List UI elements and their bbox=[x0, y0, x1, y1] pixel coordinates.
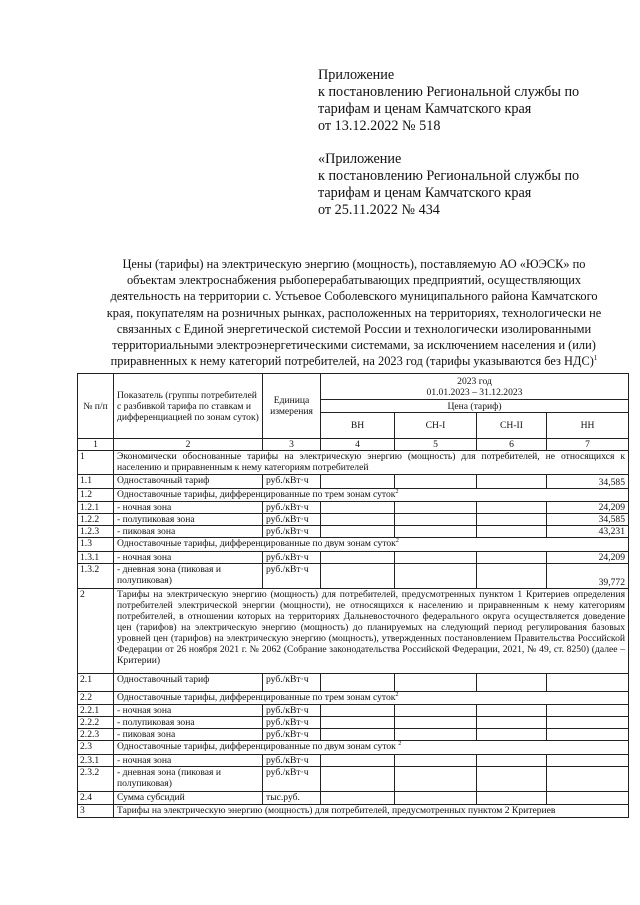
appendix-line: к постановлению Региональной службы по bbox=[318, 84, 580, 100]
row-unit: руб./кВт·ч bbox=[263, 755, 321, 767]
row-section: Тарифы на электрическую энергию (мощность) для потребителей, предусмотренных пунктом 1 Критериев определения потребителей электрической энергии (мощности), не относящихся к населению и приравненным к нему категориям потребителей, в отношении которых на территориях Дальневосточного федерального округа осуществляется доведение цен (тарифов) на электрическую энергию (мощность) до планируемых на следующий период регулирования базовых уровней цен (тарифов) на электрическую энергию (мощность), утвержденных постановлением Правительства Российской Федерации от 26 ноября 2021 г. № 2062 (Собрание законодательства Российской Федерации, 2021, № 49, ст. 8250) (далее – Критерии) bbox=[114, 589, 629, 674]
value-nn: 34,585 bbox=[547, 475, 629, 489]
appendix-line: «Приложение bbox=[318, 151, 402, 167]
header-number: № п/п bbox=[78, 374, 114, 439]
row-indicator: - ночная зона bbox=[114, 705, 263, 717]
row-number: 2.2.3 bbox=[78, 729, 114, 741]
row-indicator: - пиковая зона bbox=[114, 729, 263, 741]
footnote-marker: 2 bbox=[395, 691, 399, 698]
title-line: территориальными электроэнергетическими системами, за исключением населения и (или) bbox=[112, 338, 596, 353]
col-index: 2 bbox=[114, 439, 263, 451]
row-section-text: Одноставочные тарифы, дифференцированные по двум зонам суток bbox=[117, 538, 396, 549]
col-index: 1 bbox=[78, 439, 114, 451]
row-section: Тарифы на электрическую энергию (мощность) для потребителей, предусмотренных пунктом 2 Критериев bbox=[114, 805, 629, 818]
table-row bbox=[78, 538, 629, 552]
table-row bbox=[78, 705, 629, 717]
row-indicator: - ночная зона bbox=[114, 552, 263, 564]
row-indicator: - ночная зона bbox=[114, 502, 263, 514]
table-row bbox=[78, 741, 629, 755]
table-row bbox=[78, 792, 629, 805]
row-indicator: - дневная зона (пиковая и полупиковая) bbox=[114, 767, 263, 792]
row-unit: руб./кВт·ч bbox=[263, 674, 321, 692]
col-index: 4 bbox=[321, 439, 395, 451]
value-nn: 24,209 bbox=[547, 552, 629, 564]
row-indicator: Сумма субсидий bbox=[114, 792, 263, 805]
footnote-marker: 2 bbox=[398, 740, 402, 747]
row-section-text: Одноставочные тарифы, дифференцированные по трем зонам суток bbox=[117, 692, 396, 703]
appendix-line: от 13.12.2022 № 518 bbox=[318, 118, 441, 134]
table-row bbox=[78, 526, 629, 538]
title-line: объектам электроснабжения рыбоперерабатывающих предприятий, осуществляющих bbox=[126, 273, 582, 288]
row-unit: руб./кВт·ч bbox=[263, 767, 321, 792]
row-unit: руб./кВт·ч bbox=[263, 705, 321, 717]
header-nn: НН bbox=[547, 413, 629, 439]
row-section bbox=[114, 692, 629, 705]
title-line: края, покупателям на розничных рынках, расположенных на территориях, технологически не bbox=[106, 305, 602, 320]
title-line bbox=[84, 353, 624, 369]
row-number: 1.2.2 bbox=[78, 514, 114, 526]
row-unit: руб./кВт·ч bbox=[263, 729, 321, 741]
row-indicator: - полупиковая зона bbox=[114, 514, 263, 526]
col-index: 5 bbox=[395, 439, 477, 451]
row-number: 2.1 bbox=[78, 674, 114, 692]
table-row bbox=[78, 451, 629, 475]
table-row bbox=[78, 514, 629, 526]
table-row bbox=[78, 674, 629, 692]
tariff-table bbox=[77, 373, 629, 818]
row-number: 2.3.2 bbox=[78, 767, 114, 792]
col-index: 7 bbox=[547, 439, 629, 451]
title-line-text: приравненных к нему категорий потребителей, на 2023 год (тарифы указываются без НДС) bbox=[110, 354, 594, 369]
value-nn: 39,772 bbox=[547, 564, 629, 589]
row-unit: руб./кВт·ч bbox=[263, 526, 321, 538]
row-unit: руб./кВт·ч bbox=[263, 514, 321, 526]
row-unit: руб./кВт·ч bbox=[263, 717, 321, 729]
title-line: Цены (тарифы) на электрическую энергию (мощность), поставляемую АО «ЮЭСК» по bbox=[122, 257, 586, 271]
table-row bbox=[78, 805, 629, 818]
row-indicator: - ночная зона bbox=[114, 755, 263, 767]
table-row bbox=[78, 717, 629, 729]
row-number: 2.3.1 bbox=[78, 755, 114, 767]
footnote-marker: 2 bbox=[395, 537, 399, 544]
header-indicator: Показатель (группы потребителей с разбивкой тарифа по ставкам и дифференциацией по зонам суток) bbox=[114, 374, 263, 439]
row-number: 2.2 bbox=[78, 692, 114, 705]
header-sn2: СН-II bbox=[477, 413, 547, 439]
row-number: 1.2.1 bbox=[78, 502, 114, 514]
table-row bbox=[78, 564, 629, 589]
header-year-label: 2023 год bbox=[457, 375, 492, 387]
row-unit: руб./кВт·ч bbox=[263, 552, 321, 564]
row-unit: руб./кВт·ч bbox=[263, 564, 321, 589]
value-nn: 34,585 bbox=[547, 514, 629, 526]
appendix-line: тарифам и ценам Камчатского края bbox=[318, 185, 532, 201]
footnote-marker: 1 bbox=[593, 354, 598, 363]
row-section bbox=[114, 538, 629, 552]
title-line: деятельность на территории с. Устьевое Соболевского муниципального района Камчатского bbox=[110, 289, 598, 304]
appendix-line: тарифам и ценам Камчатского края bbox=[318, 101, 532, 117]
row-number: 1.3.2 bbox=[78, 564, 114, 589]
appendix-header-1 bbox=[318, 67, 618, 135]
table-row bbox=[78, 729, 629, 741]
title-line: связанных с Единой энергетической системой России и технологически изолированными bbox=[116, 321, 592, 336]
row-number: 1.1 bbox=[78, 475, 114, 489]
header-unit: Единица измерения bbox=[263, 374, 321, 439]
header-price: Цена (тариф) bbox=[321, 400, 629, 413]
table-row bbox=[78, 475, 629, 489]
header-period: 01.01.2023 – 31.12.2023 bbox=[426, 386, 523, 398]
value-nn: 43,231 bbox=[547, 526, 629, 538]
row-indicator: Одноставочный тариф bbox=[114, 475, 263, 489]
header-year bbox=[321, 374, 629, 400]
row-indicator: - дневная зона (пиковая и полупиковая) bbox=[114, 564, 263, 589]
row-number: 1.3.1 bbox=[78, 552, 114, 564]
footnote-marker: 2 bbox=[395, 488, 399, 495]
table-row bbox=[78, 589, 629, 674]
appendix-line: от 25.11.2022 № 434 bbox=[318, 202, 440, 218]
row-indicator: - пиковая зона bbox=[114, 526, 263, 538]
row-unit: руб./кВт·ч bbox=[263, 475, 321, 489]
row-unit: тыс.руб. bbox=[263, 792, 321, 805]
table-row bbox=[78, 489, 629, 502]
row-section-text: Одноставочные тарифы, дифференцированные по трем зонам суток bbox=[117, 489, 396, 500]
appendix-header-2 bbox=[318, 151, 618, 219]
header-vn: ВН bbox=[321, 413, 395, 439]
row-number: 2.2.2 bbox=[78, 717, 114, 729]
row-number: 3 bbox=[78, 805, 114, 818]
document-title bbox=[84, 256, 624, 369]
row-number: 1.2 bbox=[78, 489, 114, 502]
table-row bbox=[78, 692, 629, 705]
row-number: 1.2.3 bbox=[78, 526, 114, 538]
row-section bbox=[114, 489, 629, 502]
appendix-line: Приложение bbox=[318, 67, 395, 83]
header-sn1: СН-I bbox=[395, 413, 477, 439]
col-index: 6 bbox=[477, 439, 547, 451]
col-index: 3 bbox=[263, 439, 321, 451]
row-indicator: - полупиковая зона bbox=[114, 717, 263, 729]
appendix-line: к постановлению Региональной службы по bbox=[318, 168, 580, 184]
row-number: 1 bbox=[78, 451, 114, 475]
row-section-text: Одноставочные тарифы, дифференцированные по двум зонам суток bbox=[117, 741, 396, 752]
row-number: 2 bbox=[78, 589, 114, 674]
value-nn: 24,209 bbox=[547, 502, 629, 514]
table-row bbox=[78, 552, 629, 564]
table-row bbox=[78, 767, 629, 792]
row-number: 1.3 bbox=[78, 538, 114, 552]
row-unit: руб./кВт·ч bbox=[263, 502, 321, 514]
row-number: 2.3 bbox=[78, 741, 114, 755]
row-indicator: Одноставочный тариф bbox=[114, 674, 263, 692]
row-section: Экономически обоснованные тарифы на электрическую энергию (мощность) для потребителей, не относящихся к населению и приравненным к нему категориям потребителей bbox=[114, 451, 629, 475]
row-number: 2.4 bbox=[78, 792, 114, 805]
table-row bbox=[78, 502, 629, 514]
table-row bbox=[78, 755, 629, 767]
row-section bbox=[114, 741, 629, 755]
row-number: 2.2.1 bbox=[78, 705, 114, 717]
